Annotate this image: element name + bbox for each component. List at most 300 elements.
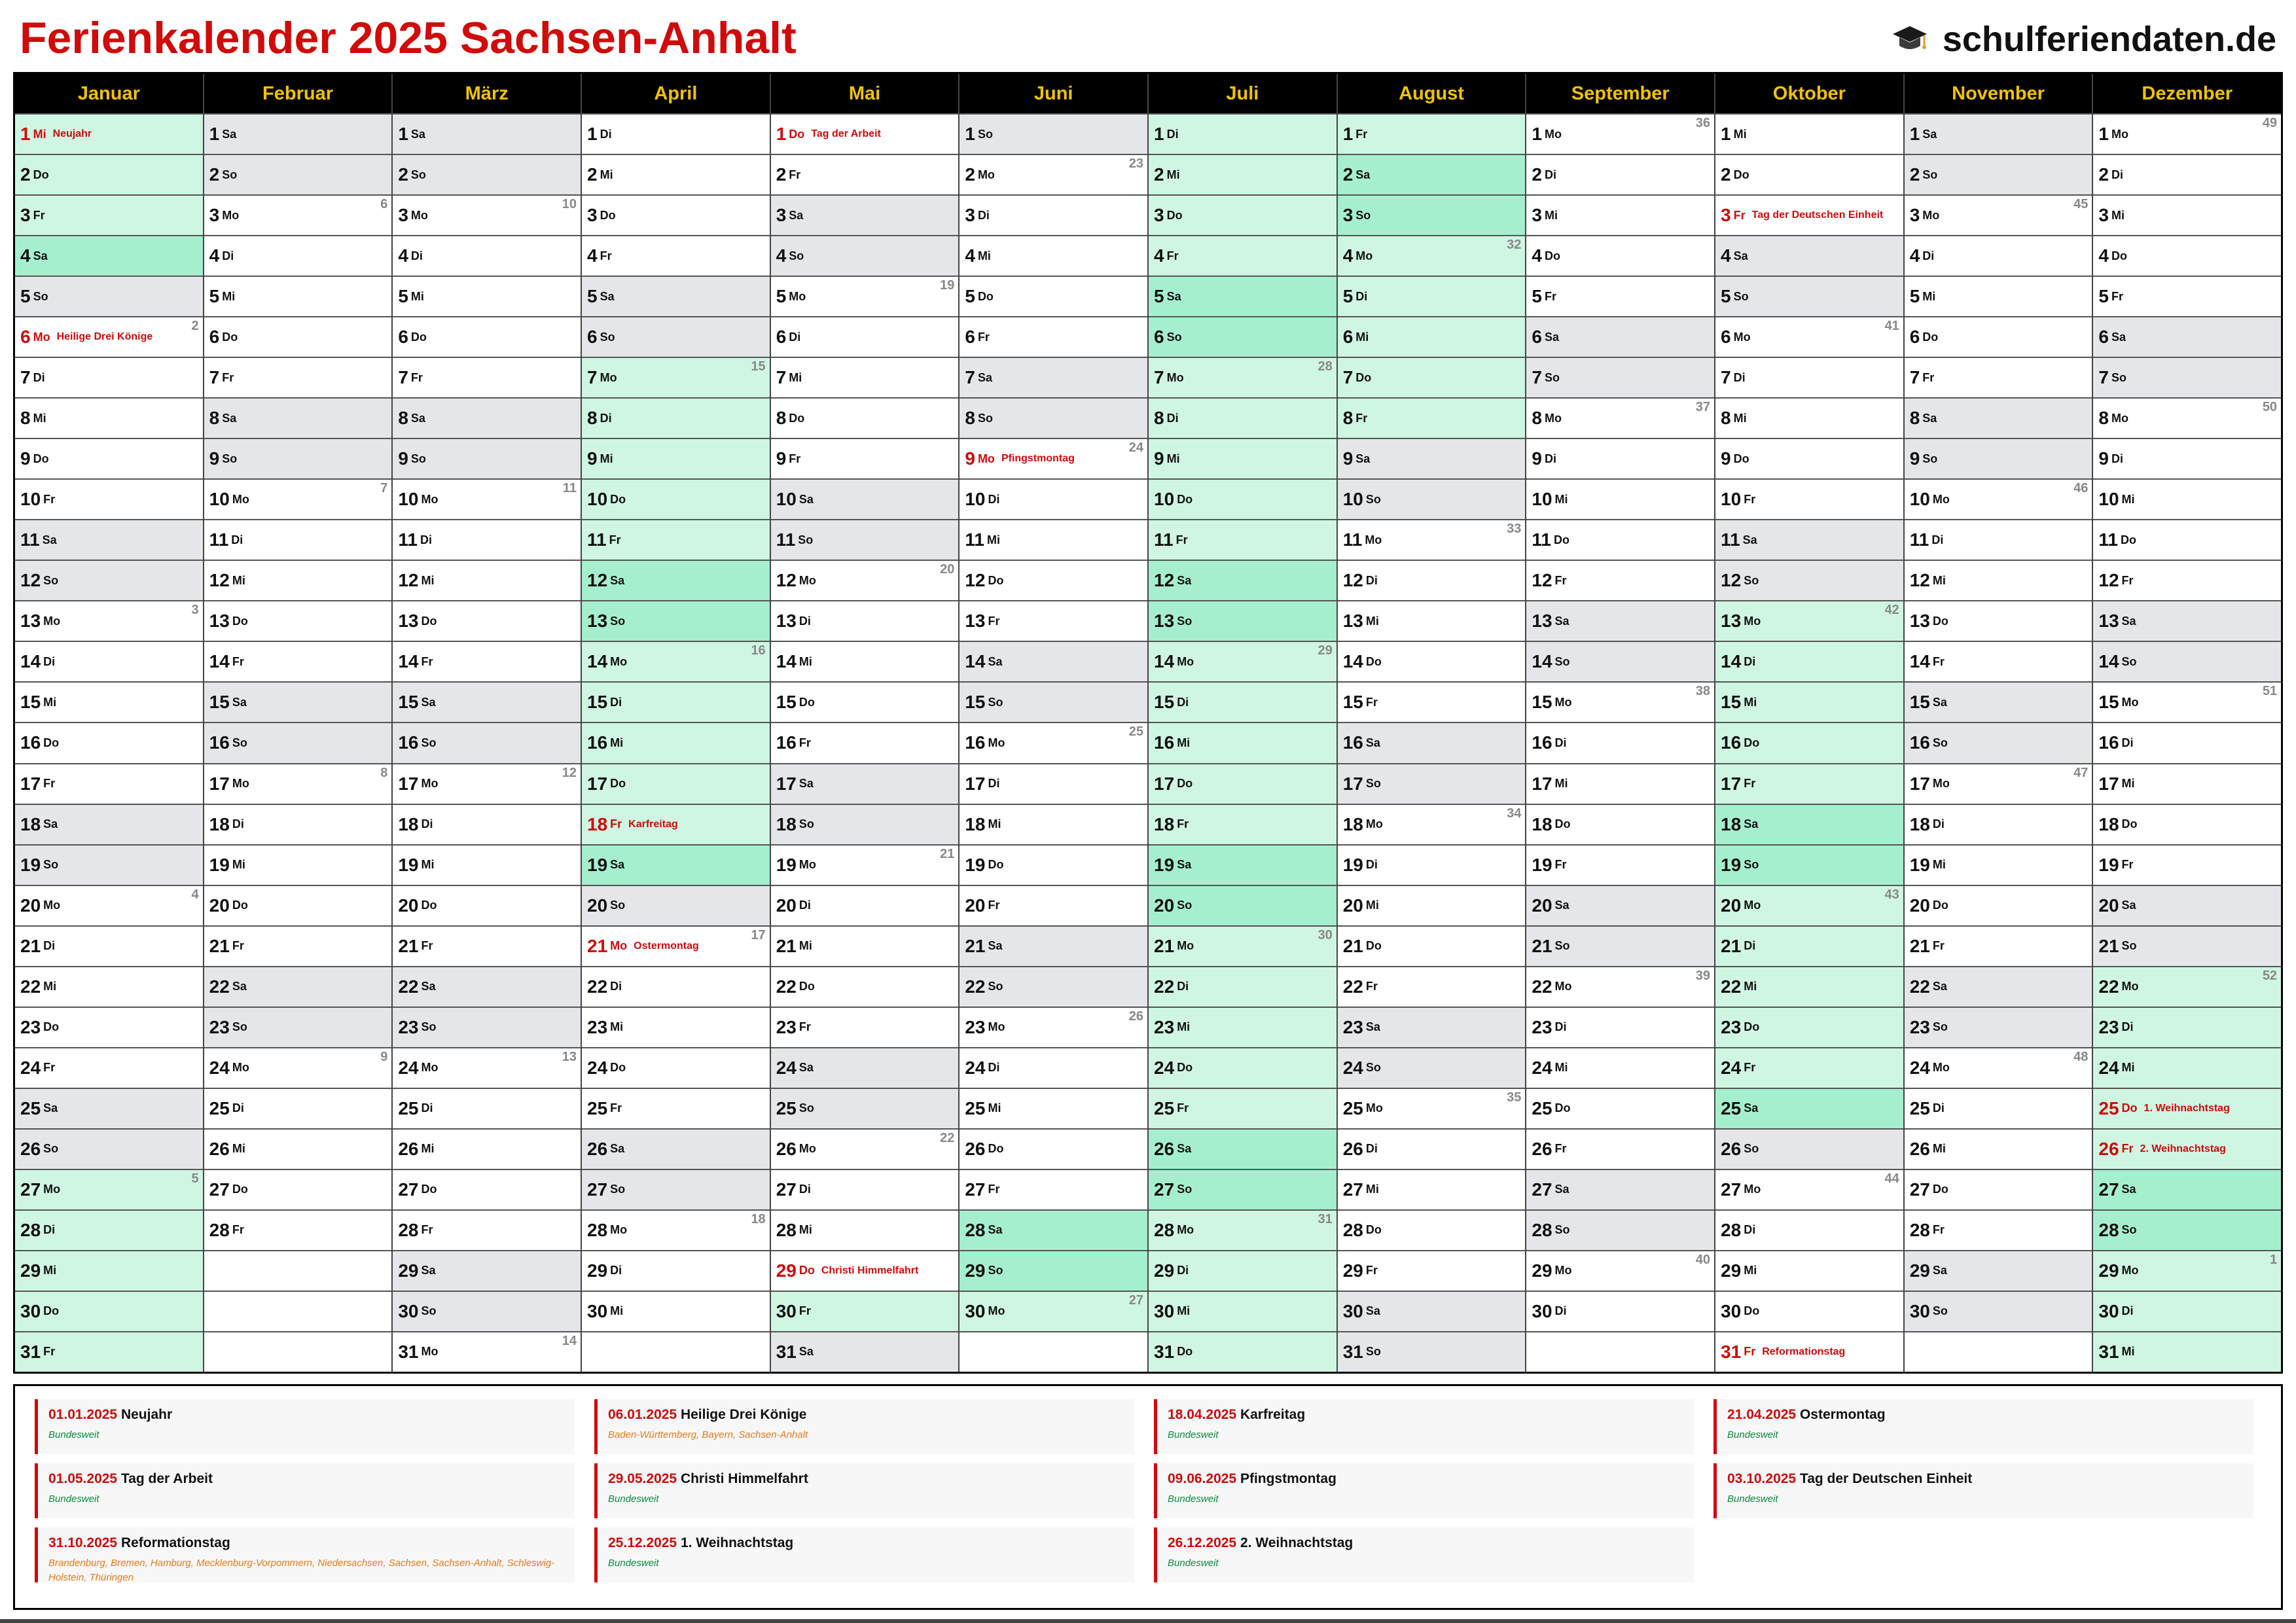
- day-cell: [960, 438, 1147, 478]
- day-cell: [2093, 844, 2281, 885]
- day-cell: [1149, 438, 1336, 478]
- weekday-label: Mi: [232, 858, 245, 872]
- weekday-label: Do: [610, 492, 626, 506]
- weekday-label: Mo: [1177, 939, 1194, 953]
- day-number: 6: [776, 327, 787, 348]
- day-number: 21: [1721, 935, 1742, 956]
- legend-holiday-name: Heilige Drei Könige: [677, 1407, 807, 1422]
- day-number: 23: [398, 1016, 419, 1037]
- day-number: 23: [1532, 1016, 1552, 1037]
- day-number: 29: [2098, 1260, 2119, 1281]
- day-cell: [960, 1047, 1147, 1088]
- day-number: 26: [1154, 1138, 1175, 1159]
- day-cell: [2093, 1169, 2281, 1209]
- weekday-label: Mo: [232, 492, 249, 506]
- day-cell: [204, 438, 392, 478]
- day-cell: [393, 560, 581, 600]
- weekday-label: Mi: [1544, 208, 1558, 222]
- day-number: 1: [1154, 124, 1164, 145]
- day-cell: [960, 844, 1147, 885]
- day-number: 20: [776, 895, 797, 916]
- weekday-label: Di: [43, 654, 56, 668]
- weekday-label: Di: [1166, 127, 1179, 141]
- weekday-label: So: [410, 452, 426, 465]
- day-cell: [1338, 1088, 1526, 1128]
- day-number: 22: [209, 976, 230, 997]
- day-cell: [15, 1169, 203, 1209]
- weekday-label: Di: [2111, 168, 2123, 181]
- weekday-label: Di: [410, 249, 423, 262]
- weekday-label: Sa: [410, 411, 425, 425]
- weekday-label: So: [988, 980, 1003, 993]
- day-number: 12: [1342, 570, 1363, 591]
- day-cell: [15, 1007, 203, 1047]
- day-number: 11: [2098, 529, 2118, 550]
- week-number: 19: [940, 278, 955, 293]
- weekday-label: Do: [1733, 452, 1749, 465]
- brand-name: schulferiendaten.de: [1942, 20, 2276, 59]
- weekday-label: Di: [1544, 168, 1556, 181]
- day-number: 24: [20, 1057, 41, 1078]
- day-number: 8: [587, 408, 598, 429]
- day-cell: [2093, 438, 2281, 478]
- weekday-label: Do: [232, 899, 248, 912]
- day-number: 24: [1342, 1057, 1363, 1078]
- day-cell: [1338, 1291, 1526, 1331]
- day-number: 9: [965, 448, 975, 469]
- weekday-label: Mo: [232, 777, 249, 791]
- day-number: 31: [776, 1341, 797, 1362]
- weekday-label: Di: [798, 1183, 811, 1196]
- day-cell: [15, 397, 203, 438]
- week-number: 32: [1507, 238, 1522, 253]
- weekday-label: So: [2121, 654, 2137, 668]
- day-cell: [771, 438, 959, 478]
- day-number: 16: [965, 732, 986, 753]
- week-number: 43: [1884, 887, 1899, 902]
- weekday-label: Fr: [798, 1304, 811, 1318]
- day-number: 18: [209, 813, 230, 834]
- day-number: 12: [2098, 570, 2119, 591]
- day-number: 15: [398, 692, 419, 713]
- day-cell: [1526, 1291, 1714, 1331]
- weekday-label: Di: [1733, 370, 1746, 384]
- day-number: 16: [1154, 732, 1175, 753]
- day-cell: [204, 154, 392, 194]
- weekday-label: Sa: [610, 573, 625, 587]
- day-cell: [393, 763, 581, 804]
- day-number: 16: [776, 732, 797, 753]
- day-cell: [771, 560, 959, 600]
- weekday-label: Mi: [1922, 289, 1936, 303]
- day-cell: [204, 1047, 392, 1088]
- day-cell: [1338, 235, 1526, 276]
- day-cell: [1715, 966, 1903, 1007]
- day-number: 19: [209, 854, 230, 875]
- day-number: 30: [587, 1300, 608, 1321]
- weekday-label: Mi: [1177, 1020, 1191, 1034]
- day-cell: [1149, 276, 1336, 316]
- day-cell: [582, 1291, 770, 1331]
- day-cell: [15, 316, 203, 357]
- day-cell: [204, 763, 392, 804]
- day-cell: [204, 1209, 392, 1250]
- day-number: 18: [1909, 813, 1930, 834]
- weekday-label: Mo: [798, 1142, 816, 1156]
- weekday-label: Mi: [600, 168, 613, 181]
- day-cell: [393, 438, 581, 478]
- weekday-label: So: [421, 1020, 437, 1034]
- day-number: 20: [20, 895, 41, 916]
- day-number: 31: [1342, 1341, 1363, 1362]
- day-cell: [771, 804, 959, 844]
- day-number: 2: [20, 164, 31, 185]
- day-number: 10: [1909, 489, 1930, 510]
- day-cell: [1526, 276, 1714, 316]
- day-number: 18: [965, 813, 986, 834]
- weekday-label: Di: [610, 1264, 622, 1277]
- day-number: 10: [2098, 489, 2119, 510]
- day-cell: [1905, 966, 2092, 1007]
- weekday-label: Mo: [1554, 695, 1572, 709]
- day-cell: [1526, 681, 1714, 722]
- day-cell: [582, 316, 770, 357]
- weekday-label: Mo: [789, 289, 806, 303]
- day-number: 29: [965, 1260, 986, 1281]
- day-number: 3: [1909, 205, 1920, 226]
- day-cell: [960, 681, 1147, 722]
- day-number: 20: [398, 895, 419, 916]
- day-number: 22: [1909, 976, 1930, 997]
- weekday-label: So: [1365, 777, 1381, 791]
- day-number: 6: [587, 327, 598, 348]
- weekday-label: Do: [1544, 249, 1560, 262]
- day-number: 19: [2098, 854, 2119, 875]
- day-number: 4: [20, 245, 31, 266]
- weekday-label: Fr: [1365, 695, 1378, 709]
- day-number: 20: [2098, 895, 2119, 916]
- day-number: 8: [20, 408, 31, 429]
- week-number: 30: [1318, 927, 1333, 942]
- day-cell: [1715, 519, 1903, 560]
- day-cell: [204, 397, 392, 438]
- day-cell: [1526, 641, 1714, 681]
- day-number: 28: [1342, 1219, 1363, 1240]
- day-cell: [1338, 478, 1526, 519]
- day-number: 21: [587, 935, 608, 956]
- day-cell: [1338, 1209, 1526, 1250]
- bottom-divider: [0, 1619, 2296, 1623]
- weekday-label: Mi: [988, 1101, 1001, 1115]
- day-cell: [1905, 1007, 2092, 1047]
- day-cell: [1905, 1291, 2092, 1331]
- day-number: 19: [1532, 854, 1552, 875]
- day-number: 16: [1342, 732, 1363, 753]
- weekday-label: Di: [1365, 858, 1378, 872]
- weekday-label: So: [1922, 168, 1938, 181]
- day-cell: [1526, 113, 1714, 154]
- day-cell: [204, 235, 392, 276]
- day-number: 15: [20, 692, 41, 713]
- weekday-label: Mo: [43, 614, 61, 628]
- weekday-label: Sa: [33, 249, 48, 262]
- day-number: 27: [2098, 1179, 2119, 1200]
- week-number: 44: [1884, 1171, 1899, 1186]
- day-number: 5: [209, 286, 220, 307]
- day-cell: [582, 641, 770, 681]
- legend-scope: Bundesweit: [1727, 1429, 1778, 1440]
- day-number: 17: [965, 773, 986, 794]
- day-number: 5: [1532, 286, 1542, 307]
- weekday-label: Sa: [43, 817, 58, 831]
- day-number: 7: [209, 367, 220, 388]
- weekday-label: So: [2121, 1223, 2137, 1237]
- weekday-label: Fr: [1744, 1061, 1756, 1075]
- weekday-label: Di: [1744, 939, 1756, 953]
- month-header: Juli: [1149, 74, 1336, 113]
- day-cell: [393, 276, 581, 316]
- day-cell: [393, 804, 581, 844]
- day-number: 22: [20, 976, 41, 997]
- day-cell: [1149, 1088, 1336, 1128]
- weekday-label: Mo: [610, 654, 628, 668]
- weekday-label: Do: [1554, 1101, 1571, 1115]
- day-cell: [960, 357, 1147, 397]
- day-number: 5: [965, 286, 975, 307]
- weekday-label: Mo: [2121, 695, 2139, 709]
- week-number: 35: [1507, 1090, 1522, 1105]
- week-number: 5: [191, 1171, 199, 1186]
- day-cell: [960, 235, 1147, 276]
- day-number: 30: [965, 1300, 986, 1321]
- weekday-label: Fr: [33, 208, 45, 222]
- day-number: 30: [1721, 1300, 1742, 1321]
- day-cell: [1905, 235, 2092, 276]
- legend-title: [1168, 1471, 1683, 1487]
- weekday-label: Mo: [1355, 249, 1373, 262]
- weekday-label: Fr: [421, 1223, 433, 1237]
- day-cell: [393, 316, 581, 357]
- day-number: 29: [20, 1260, 41, 1281]
- day-cell: [2093, 1331, 2281, 1372]
- day-cell: [582, 1047, 770, 1088]
- legend-holiday-name: Neujahr: [117, 1407, 173, 1422]
- day-number: 17: [398, 773, 419, 794]
- day-number: 22: [1154, 976, 1175, 997]
- day-cell: [15, 357, 203, 397]
- day-number: 2: [1532, 164, 1542, 185]
- day-cell: [960, 600, 1147, 641]
- day-number: 19: [965, 854, 986, 875]
- day-number: 30: [20, 1300, 41, 1321]
- weekday-label: Do: [798, 980, 815, 993]
- day-cell: [771, 763, 959, 804]
- day-number: 2: [587, 164, 598, 185]
- day-number: 27: [1909, 1179, 1930, 1200]
- day-number: 2: [776, 164, 787, 185]
- day-cell: [771, 478, 959, 519]
- weekday-label: Mo: [1744, 899, 1761, 912]
- legend-title: [1168, 1407, 1683, 1423]
- day-number: 31: [1154, 1341, 1175, 1362]
- weekday-label: Di: [600, 411, 612, 425]
- week-number: 20: [940, 562, 955, 577]
- day-number: 9: [1721, 448, 1731, 469]
- weekday-label: Di: [1177, 980, 1189, 993]
- day-number: 14: [209, 651, 230, 672]
- day-cell: [393, 113, 581, 154]
- month-column: [1905, 74, 2094, 1372]
- legend-title: [48, 1471, 564, 1487]
- holiday-name: 1. Weihnachtstag: [2144, 1102, 2230, 1114]
- day-number: 27: [587, 1179, 608, 1200]
- week-number: 6: [380, 197, 388, 212]
- weekday-label: Do: [1166, 208, 1183, 222]
- day-number: 14: [776, 651, 797, 672]
- weekday-label: So: [1733, 289, 1749, 303]
- day-cell: [1149, 519, 1336, 560]
- weekday-label: Do: [1744, 1304, 1760, 1318]
- weekday-label: Mo: [2121, 980, 2139, 993]
- day-cell: [15, 844, 203, 885]
- weekday-label: Di: [988, 1061, 1000, 1075]
- weekday-label: Fr: [1175, 533, 1188, 546]
- day-number: 2: [1909, 164, 1920, 185]
- day-cell: [393, 1007, 581, 1047]
- day-number: 26: [1532, 1138, 1552, 1159]
- day-cell: [1338, 1331, 1526, 1372]
- day-number: 18: [2098, 813, 2119, 834]
- month-column: [1149, 74, 1338, 1372]
- weekday-label: Mo: [1744, 614, 1761, 628]
- weekday-label: Di: [232, 1101, 244, 1115]
- weekday-label: Sa: [410, 127, 425, 141]
- legend-item: [594, 1527, 1134, 1582]
- day-number: 11: [1532, 529, 1551, 550]
- legend-scope: Bundesweit: [48, 1493, 99, 1505]
- day-cell: [771, 1088, 959, 1128]
- weekday-label: Mo: [222, 208, 240, 222]
- day-number: 8: [1532, 408, 1542, 429]
- day-cell: [1905, 316, 2092, 357]
- month-column: [2093, 74, 2281, 1372]
- weekday-label: So: [232, 1020, 247, 1034]
- weekday-label: Mo: [2111, 411, 2128, 425]
- day-number: 7: [1154, 367, 1164, 388]
- weekday-label: Mo: [1922, 208, 1940, 222]
- weekday-label: Mo: [421, 1061, 439, 1075]
- day-number: 28: [587, 1219, 608, 1240]
- day-cell: [1905, 357, 2092, 397]
- day-cell: [1715, 1047, 1903, 1088]
- day-cell: [771, 1291, 959, 1331]
- weekday-label: Mi: [1554, 1061, 1568, 1075]
- day-cell: [393, 722, 581, 762]
- day-number: 8: [776, 408, 787, 429]
- legend-title: [1727, 1471, 2243, 1487]
- weekday-label: So: [1365, 1061, 1381, 1075]
- day-number: 22: [587, 976, 608, 997]
- weekday-label: Mo: [1733, 330, 1751, 344]
- day-cell: [2093, 1128, 2281, 1169]
- weekday-label: Fr: [610, 817, 622, 831]
- legend-item: [594, 1399, 1134, 1454]
- day-number: 4: [209, 245, 220, 266]
- day-number: 21: [1342, 935, 1363, 956]
- day-number: 7: [1721, 367, 1731, 388]
- day-number: 9: [1154, 448, 1164, 469]
- legend-title: [48, 1535, 564, 1551]
- day-number: 30: [1909, 1300, 1930, 1321]
- weekday-label: Mi: [1166, 452, 1180, 465]
- weekday-label: Sa: [1744, 817, 1759, 831]
- day-number: 25: [587, 1097, 608, 1118]
- month-column: [771, 74, 960, 1372]
- day-number: 27: [398, 1179, 419, 1200]
- weekday-label: Mi: [1733, 127, 1747, 141]
- month-header: Mai: [771, 74, 959, 113]
- day-number: 10: [1721, 489, 1742, 510]
- day-cell: [1715, 357, 1903, 397]
- day-number: 1: [1721, 124, 1731, 145]
- day-number: 16: [1721, 732, 1742, 753]
- holiday-name: 2. Weihnachtstag: [2140, 1143, 2226, 1154]
- legend-date: 31.10.2025: [48, 1535, 118, 1550]
- weekday-label: Mi: [2121, 1345, 2135, 1359]
- weekday-label: Fr: [1355, 127, 1368, 141]
- day-number: 25: [776, 1097, 797, 1118]
- day-cell: [1149, 357, 1336, 397]
- day-number: 19: [1721, 854, 1742, 875]
- empty-cell: [204, 1250, 392, 1291]
- weekday-label: So: [977, 127, 993, 141]
- legend-item: [1713, 1463, 2253, 1518]
- day-number: 3: [209, 205, 220, 226]
- weekday-label: Di: [1166, 411, 1179, 425]
- day-cell: [15, 478, 203, 519]
- day-number: 20: [209, 895, 230, 916]
- day-cell: [1338, 885, 1526, 925]
- day-number: 14: [965, 651, 986, 672]
- legend-scope: Brandenburg, Bremen, Hamburg, Mecklenburg-Vorpommern, Niedersachsen, Sachsen, Sachsen-Anhalt, Schleswig-Holstein, Thüringen: [48, 1558, 555, 1582]
- day-number: 15: [2098, 692, 2119, 713]
- day-cell: [1905, 194, 2092, 235]
- day-cell: [771, 235, 959, 276]
- weekday-label: Sa: [1742, 533, 1757, 546]
- day-number: 16: [398, 732, 419, 753]
- weekday-label: Mo: [1932, 777, 1950, 791]
- brand-logo[interactable]: [1892, 14, 2276, 64]
- day-number: 20: [965, 895, 986, 916]
- day-number: 19: [1909, 854, 1930, 875]
- day-cell: [582, 438, 770, 478]
- weekday-label: Mi: [421, 573, 435, 587]
- weekday-label: So: [43, 1142, 59, 1156]
- day-cell: [1715, 1007, 1903, 1047]
- weekday-label: Di: [610, 980, 622, 993]
- day-number: 23: [1721, 1016, 1742, 1037]
- day-cell: [2093, 235, 2281, 276]
- day-number: 2: [1342, 164, 1354, 185]
- weekday-label: Mo: [2111, 127, 2128, 141]
- weekday-label: Di: [232, 817, 244, 831]
- weekday-label: Mi: [1554, 777, 1568, 791]
- day-cell: [15, 885, 203, 925]
- day-number: 4: [2098, 245, 2109, 266]
- weekday-label: So: [1932, 1304, 1948, 1318]
- day-number: 4: [1721, 245, 1731, 266]
- day-cell: [1715, 600, 1903, 641]
